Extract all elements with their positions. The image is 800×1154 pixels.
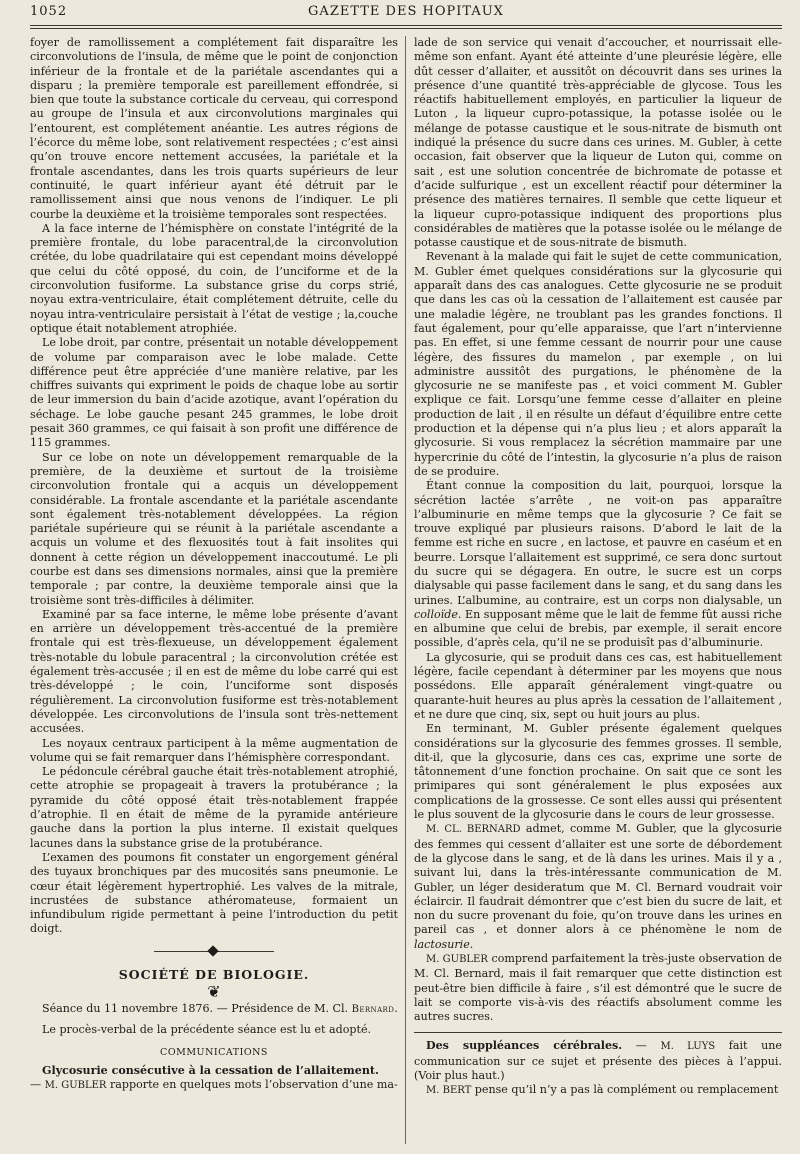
running-title: GAZETTE DES HOPITAUX [308,4,504,19]
paragraph: Examiné par sa face interne, le même lobe présente d’avant en arrière un développement très-accentué de la première frontale qui est très-flexueuse, un développement également très-notable du lobule paracentral ; la circonvolution crétée est également très-accusée ; il en est de même du lobe carré qui est très-développé ; le coin, l’unciforme sont disposés régulièrement. La circonvolution fusiforme est très-notablement développée. Les circonvolutions de l’insula sont très-nettement accusées. [30,607,398,736]
paragraph: A la face interne de l’hémisphère on constate l’intégrité de la première frontale, du lobe paracentral,de la circonvolution crétée, du lobe quadrilataire qui est cependant moins développé que celui du côté opposé, du coin, de l’unciforme et de la circonvolution fusiforme. La substance grise du corps strié, noyau extra-ventriculaire, était complétement détruite, celle du noyau intra-ventriculaire persistait à l’état de vestige ; la,couche optique était notablement atrophiée. [30,221,398,335]
fleuron-ornament-icon: ❦ [207,982,221,1001]
speaker-name: M. LUYS [660,1041,716,1053]
paragraph: M. CL. BERNARD admet, comme M. Gubler, que la glycosurie des femmes qui cessent d’allaiter est une sorte de débordement de la glycose dans le sang, et de là dans les urines. Mais il y a , suivant lui, dans la très-intéressante communication de M. Gubler, un léger desideratum que M. Cl. Bernard voudrait voir éclaircir. Il faudrait démontrer que c’est bien du sucre de lait, et non du sucre provenant du foie, qu’on trouve dans les urines en pareil cas , et donner alors à ce phénomène le nom de lactosurie. [414,822,782,951]
communications-heading: COMMUNICATIONS [160,1046,268,1058]
header-rule-double [30,28,782,29]
paragraph: Des suppléances cérébrales. — M. LUYS fait une communication sur ce sujet et présente des pièces à l’appui. (Voir plus haut.) [414,1039,782,1083]
paragraph: foyer de ramollissement a complétement fait disparaître les circonvolutions de l’insula, de même que le point de conjonction inférieur de la frontale et de la pariétale ascendantes qui a disparu ; la première temporale est pareillement effondrée, si bien que toute la substance corticale du cerveau, qui correspond au groupe de l’insula et aux circonvolutions marginales qui l’entourent, est complétement anéantie. Les autres régions de l’écorce du même lobe, sont relativement respectées ; c’est ainsi qu’on trouve encore nettement accusées, la pariétale et la frontale ascendantes, dans les trois quarts supérieurs de leur continuité, le quart inférieur ayant été détruit par le ramollissement ainsi que nous venons de l’indiquer. Le pli courbe la deuxième et la troisième temporales sont respectées. [30,36,398,221]
paragraph: Les noyaux centraux participent à la même augmentation de volume qui se fait remarquer dans l’hémisphère correspondant. [30,736,398,764]
speaker-name: M. CL. BERNARD [426,824,521,836]
diamond-ornament-icon [207,945,218,956]
section-rule [414,1032,782,1033]
article-title: Glycosurie consécutive à la cessation de l’allaitement. [42,1063,379,1077]
minutes-line: Le procès-verbal de la précédente séance est lu et adopté. [42,1023,372,1037]
paragraph: lade de son service qui venait d’accoucher, et nourrissait elle-même son enfant. Ayant été atteinte d’une pleurésie légère, elle dût cesser d’allaiter, et aussitôt on découvrit dans ses urines la présence d’une quantité très-appréciable de glycose. Tous les réactifs habituellement employés, en particulier la liqueur de Luton , la liqueur cupro-potassique, la potasse isolée ou le mélange de potasse caustique et le sous-nitrate de bismuth ont indiqué la présence du sucre dans ces urines. M. Gubler, à cette occasion, fait observer que la liqueur de Luton qui, comme on sait , est une solution concentrée de bichromate de potasse et d’acide sulfurique , est un excellent réactif pour déterminer la présence des matières ternaires. Il semble que cette liqueur et la liqueur cupro-potassique indiquent des proportions plus considérables de matières que la potasse isolée ou le mélange de potasse caustique et de sous-nitrate de bismuth. [414,36,783,250]
left-column [30,36,398,1093]
society-title: SOCIÉTÉ DE BIOLOGIE. [118,966,310,982]
session-line: Séance du 11 novembre 1876. — Présidence de M. Cl. Bernard. [42,1002,398,1015]
section-title: Des suppléances cérébrales. [426,1039,623,1053]
speaker-name: M. BERT [426,1085,472,1097]
emphasis-lactosurie: lactosurie [414,937,470,951]
paragraph: Le lobe droit, par contre, présentait un notable développement de volume par comparaison avec le lobe malade. Cette différence peut être appréciée d’une manière relative, par les chiffres suivants qui expriment le poids de chaque lobe au sortir de leur immersion du bain d’acide azotique, avant l’opération du séchage. Le lobe gauche pesant 245 grammes, le lobe droit pesait 360 grammes, ce qui faisait à son profit une différence de 115 grammes. [30,336,398,450]
president-name: Bernard [351,1004,395,1015]
page-header [30,4,782,22]
paragraph: Étant connue la composition du lait, pourquoi, lorsque la sécrétion lactée s’arrête , ne voit-on pas apparaître l’albuminurie en même temps que la glycosurie ? Ce fait se trouve expliqué par plusieurs raisons. D’abord le lait de la femme est riche en sucre , en lactose, et pauvre en caséum et en beurre. Lorsque l’allaitement est supprimé, ce sera donc surtout du sucre qui se dégagera. En outre, le sucre est un corps dialysable qui passe facilement dans le sang, et du sang dans les urines. L’albumine, au contraire, est un corps non dialysable, un colloïde. En supposant même que le lait de femme fût aussi riche en albumine que celui de brebis, par exemple, il serait encore possible, d’après cela, qu’il ne se produisît pas d’albuminurie. [414,479,782,650]
article-opening: — M. GUBLER rapporte en quelques mots l’observation d’une ma- [30,1078,398,1092]
paragraph: En terminant, M. Gubler présente également quelques considérations sur la glycosurie des femmes grosses. Il semble, dit-il, que la glycosurie, dans ces cas, exprime une sorte de tâtonnement d’une fonction prochaine. On sait que ce sont les primipares qui sont généralement le plus exposées aux complications de la grossesse. Ce sont elles aussi qui présentent le plus souvent de la glycosurie dans le cours de leur grossesse. [414,722,782,822]
paragraph: M. BERT pense qu’il n’y a pas là complément ou remplacement [426,1083,779,1097]
paragraph: Le pédoncule cérébral gauche était très-notablement atrophié, cette atrophie se propageait à travers la protubérance ; la pyramide du côté opposé était très-notablement frappée d’atrophie. Il en était de même de la pyramide antérieure gauche dans la portion la plus interne. Il existait quelques lacunes dans la substance grise de la protubérance. [30,765,398,850]
paragraph: M. GUBLER comprend parfaitement la très-juste observation de M. Cl. Bernard, mais il fait remarquer que cette distinction est peut-être bien difficile à faire , s’il est démontré que le sucre de lait se comporte vis-à-vis des réactifs absolument comme les autres sucres. [414,952,782,1024]
paragraph: Sur ce lobe on note un développement remarquable de la première, de la deuxième et surtout de la troisième circonvolution frontale qui a acquis un développement considérable. La frontale ascendante et la pariétale ascendante sont également très-notablement développées. La région pariétale supérieure qui se réunit à la pariétale ascendante a acquis un volume et des flexuosités tout à fait insolites qui donnent à cette région un développement inaccoutumé. Le pli courbe est dans ses dimensions normales, ainsi que la première temporale ; par contre, la deuxième temporale ainsi que la troisième sont très-difficiles à délimiter. [30,450,398,607]
paragraph: L’examen des poumons fit constater un engorgement général des tuyaux bronchiques par des mucosités sans pneumonie. Le cœur était légèrement hypertrophié. Les valves de la mitrale, incrustées de substance athéromateuse, formaient un infundibulum rigide permettant à peine l’introduction du petit doigt. [30,850,398,936]
header-rule [30,25,782,26]
speaker-name: M. GUBLER [426,954,488,965]
section-separator [154,951,274,956]
right-column [414,36,782,1099]
page-number: 1052 [30,4,68,19]
paragraph: Revenant à la malade qui fait le sujet de cette communication, M. Gubler émet quelques considérations sur la glycosurie qui apparaît dans des cas analogues. Cette glycosurie ne se produit que dans les cas où la cessation de l’allaitement est causée par une maladie légère, ne troublant pas les grandes fonctions. Il faut également, pour qu’elle apparaisse, que l’art n’intervienne pas. En effet, si une femme cessant de nourrir pour une cause légère, des fissures du mamelon , par exemple , on lui administre aussitôt des purgations, le phénomène de la glycosurie ne se manifeste pas , et voici comment M. Gubler explique ce fait. Lorsqu’une femme cesse d’allaiter en pleine production de lait , il en résulte un défaut d’équilibre entre cette production et la dépense qui n’a plus lieu ; et alors apparaît la glycosurie. Si vous remplacez la sécrétion mammaire par une hypercrinie du côté de l’intestin, la glycosurie n’a plus de raison de se produire. [414,250,782,478]
emphasis-colloid: colloïde [414,607,458,621]
speaker-name: M. GUBLER [44,1080,107,1092]
column-divider [405,36,406,1144]
paragraph: La glycosurie, qui se produit dans ces cas, est habituellement légère, facile cependant à déterminer par les moyens que nous possédons. Elle apparaît généralement vingt-quatre ou quarante-huit heures au plus après la cessation de l’allaitement , et ne dure que cinq, six, sept ou huit jours au plus. [414,650,782,721]
